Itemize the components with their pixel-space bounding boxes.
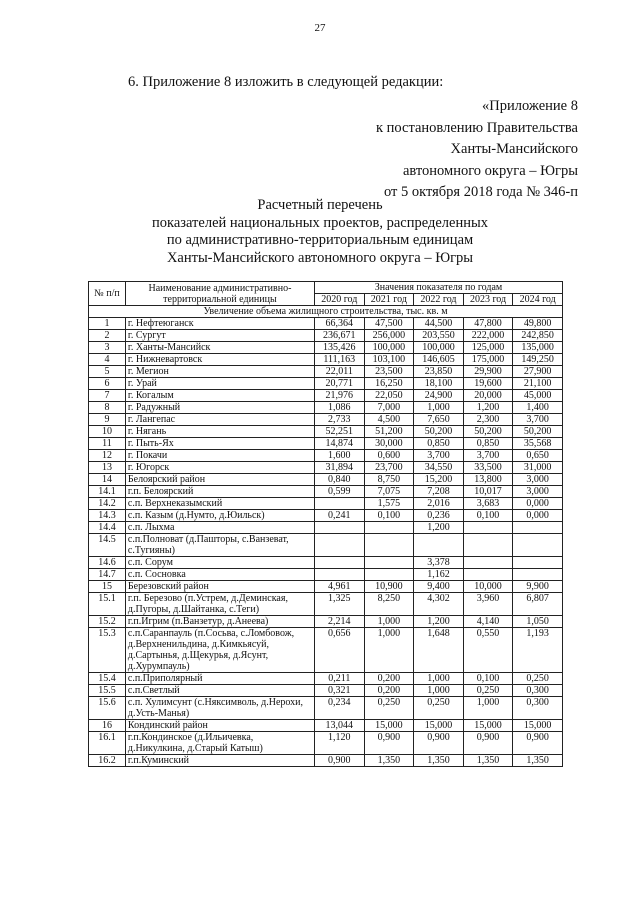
row-value-2024	[513, 569, 563, 581]
row-value-2023: 15,000	[463, 720, 513, 732]
row-value-2022: 15,200	[414, 474, 464, 486]
row-territory-name: с.п. Верхнеказымский	[125, 498, 314, 510]
row-number: 16.2	[89, 755, 126, 767]
table-row	[89, 569, 563, 581]
table-row	[89, 593, 563, 616]
row-value-2022: 1,200	[414, 616, 464, 628]
row-value-2022: 3,378	[414, 557, 464, 569]
row-number: 14.4	[89, 522, 126, 534]
row-value-2023: 0,900	[463, 732, 513, 755]
title-line: показателей национальных проектов, распределенных	[152, 214, 488, 231]
row-value-2020: 0,241	[315, 510, 365, 522]
row-value-2021: 8,250	[364, 593, 414, 616]
table-row	[89, 522, 563, 534]
row-territory-name: г.п.Кондинское (д.Ильичевка, д.Никулкина, д.Старый Катыш)	[125, 732, 314, 755]
row-value-2020: 1,600	[315, 450, 365, 462]
row-value-2023: 175,000	[463, 354, 513, 366]
row-value-2021: 100,000	[364, 342, 414, 354]
annex-reference	[376, 96, 578, 204]
table-row	[89, 697, 563, 720]
row-value-2023: 19,600	[463, 378, 513, 390]
row-number: 9	[89, 414, 126, 426]
row-number: 15.6	[89, 697, 126, 720]
row-value-2020: 21,976	[315, 390, 365, 402]
row-value-2022: 9,400	[414, 581, 464, 593]
row-value-2023: 0,250	[463, 685, 513, 697]
row-value-2023: 2,300	[463, 414, 513, 426]
row-number: 4	[89, 354, 126, 366]
row-value-2023	[463, 569, 513, 581]
row-value-2022: 1,162	[414, 569, 464, 581]
row-value-2023: 0,550	[463, 628, 513, 673]
page-number: 27	[314, 22, 326, 34]
row-value-2024: 15,000	[513, 720, 563, 732]
row-value-2020: 0,211	[315, 673, 365, 685]
row-value-2023: 3,683	[463, 498, 513, 510]
row-territory-name: Березовский район	[125, 581, 314, 593]
row-territory-name: г. Лангепас	[125, 414, 314, 426]
header-values-group: Значения показателя по годам	[315, 282, 563, 294]
row-number: 15.3	[89, 628, 126, 673]
row-value-2024: 0,000	[513, 510, 563, 522]
row-value-2024: 3,000	[513, 486, 563, 498]
table-row	[89, 486, 563, 498]
row-value-2021: 0,250	[364, 697, 414, 720]
row-value-2024: 35,568	[513, 438, 563, 450]
row-value-2020: 31,894	[315, 462, 365, 474]
row-value-2024: 1,193	[513, 628, 563, 673]
row-value-2024: 242,850	[513, 330, 563, 342]
row-value-2022: 34,550	[414, 462, 464, 474]
row-value-2024: 9,900	[513, 581, 563, 593]
row-value-2024: 0,650	[513, 450, 563, 462]
row-value-2020	[315, 534, 365, 557]
row-territory-name: г. Когалым	[125, 390, 314, 402]
row-number: 14	[89, 474, 126, 486]
row-value-2022: 100,000	[414, 342, 464, 354]
row-value-2023	[463, 522, 513, 534]
row-value-2022: 15,000	[414, 720, 464, 732]
row-value-2020: 2,733	[315, 414, 365, 426]
row-number: 15.4	[89, 673, 126, 685]
row-territory-name: г. Урай	[125, 378, 314, 390]
title-line: по административно-территориальным единицам	[166, 232, 474, 248]
row-number: 10	[89, 426, 126, 438]
table-row	[89, 342, 563, 354]
row-value-2022: 24,900	[414, 390, 464, 402]
row-territory-name: с.п. Хулимсунт (с.Няксимволь, д.Нерохи, д.Усть-Манья)	[125, 697, 314, 720]
row-territory-name: г. Нягань	[125, 426, 314, 438]
row-value-2024: 149,250	[513, 354, 563, 366]
row-value-2021: 256,000	[364, 330, 414, 342]
row-value-2022: 1,000	[414, 685, 464, 697]
row-value-2021: 0,100	[364, 510, 414, 522]
row-number: 16.1	[89, 732, 126, 755]
table-row	[89, 581, 563, 593]
row-territory-name: г.п. Белоярский	[125, 486, 314, 498]
row-value-2021	[364, 569, 414, 581]
header-year: 2020 год	[315, 294, 365, 306]
row-value-2020: 0,599	[315, 486, 365, 498]
row-value-2024: 6,807	[513, 593, 563, 616]
table-row	[89, 557, 563, 569]
row-value-2023: 33,500	[463, 462, 513, 474]
row-value-2023: 4,140	[463, 616, 513, 628]
row-value-2024: 1,050	[513, 616, 563, 628]
row-value-2024: 1,350	[513, 755, 563, 767]
row-value-2021: 8,750	[364, 474, 414, 486]
row-value-2021: 47,500	[364, 318, 414, 330]
row-number: 5	[89, 366, 126, 378]
row-territory-name: с.п. Сосновка	[125, 569, 314, 581]
row-value-2022: 50,200	[414, 426, 464, 438]
row-value-2024: 27,900	[513, 366, 563, 378]
row-value-2020: 1,120	[315, 732, 365, 755]
row-value-2020: 0,900	[315, 755, 365, 767]
header-year: 2022 год	[414, 294, 464, 306]
row-number: 14.5	[89, 534, 126, 557]
title-line: Ханты-Мансийского автономного округа – Югры	[166, 249, 474, 266]
row-value-2024: 31,000	[513, 462, 563, 474]
row-value-2023: 29,900	[463, 366, 513, 378]
row-value-2021: 1,350	[364, 755, 414, 767]
row-value-2022: 203,550	[414, 330, 464, 342]
row-value-2021: 16,250	[364, 378, 414, 390]
row-territory-name: г.п.Игрим (п.Ванзетур, д.Анеева)	[125, 616, 314, 628]
row-value-2022: 2,016	[414, 498, 464, 510]
row-value-2024: 135,000	[513, 342, 563, 354]
row-value-2021: 0,600	[364, 450, 414, 462]
table-row	[89, 673, 563, 685]
row-number: 14.2	[89, 498, 126, 510]
row-territory-name: г. Пыть-Ях	[125, 438, 314, 450]
row-number: 14.6	[89, 557, 126, 569]
row-value-2023: 50,200	[463, 426, 513, 438]
row-value-2020: 0,840	[315, 474, 365, 486]
row-value-2022: 0,850	[414, 438, 464, 450]
table-body	[89, 306, 563, 767]
row-value-2024: 3,000	[513, 474, 563, 486]
row-value-2020	[315, 569, 365, 581]
intro-paragraph: 6. Приложение 8 изложить в следующей редакции:	[128, 74, 444, 90]
table-row	[89, 390, 563, 402]
row-value-2021: 51,200	[364, 426, 414, 438]
row-value-2021: 0,200	[364, 685, 414, 697]
row-value-2022: 18,100	[414, 378, 464, 390]
row-value-2020: 14,874	[315, 438, 365, 450]
document-title	[0, 197, 640, 267]
row-number: 3	[89, 342, 126, 354]
table-row	[89, 732, 563, 755]
row-value-2020: 1,325	[315, 593, 365, 616]
row-value-2024: 50,200	[513, 426, 563, 438]
header-year: 2021 год	[364, 294, 414, 306]
row-territory-name: Кондинский район	[125, 720, 314, 732]
row-value-2020	[315, 557, 365, 569]
row-value-2023: 3,960	[463, 593, 513, 616]
annex-line: автономного округа – Югры	[402, 162, 578, 179]
table-row	[89, 628, 563, 673]
row-value-2024: 21,100	[513, 378, 563, 390]
row-value-2020: 0,234	[315, 697, 365, 720]
row-value-2021: 1,000	[364, 628, 414, 673]
row-value-2021: 0,900	[364, 732, 414, 755]
row-value-2020: 135,426	[315, 342, 365, 354]
table-row	[89, 438, 563, 450]
row-value-2023: 10,017	[463, 486, 513, 498]
row-value-2020: 20,771	[315, 378, 365, 390]
header-num: № п/п	[89, 282, 126, 306]
row-territory-name: с.п.Светлый	[125, 685, 314, 697]
row-number: 14.1	[89, 486, 126, 498]
table-row	[89, 474, 563, 486]
row-value-2021: 15,000	[364, 720, 414, 732]
row-value-2020: 111,163	[315, 354, 365, 366]
row-value-2024: 3,700	[513, 414, 563, 426]
annex-line: «Приложение 8	[482, 98, 578, 114]
row-territory-name: Белоярский район	[125, 474, 314, 486]
row-value-2020	[315, 522, 365, 534]
row-value-2023: 1,000	[463, 697, 513, 720]
row-value-2024: 0,000	[513, 498, 563, 510]
row-territory-name: г.п. Березово (п.Устрем, д.Деминская, д.Пугоры, д.Шайтанка, с.Теги)	[125, 593, 314, 616]
table-row	[89, 450, 563, 462]
row-territory-name: г. Сургут	[125, 330, 314, 342]
row-territory-name: с.п. Лыхма	[125, 522, 314, 534]
row-value-2024	[513, 522, 563, 534]
row-number: 12	[89, 450, 126, 462]
indicators-table	[88, 281, 563, 767]
row-value-2021	[364, 534, 414, 557]
row-value-2020	[315, 498, 365, 510]
row-value-2020: 13,044	[315, 720, 365, 732]
row-value-2022: 1,648	[414, 628, 464, 673]
row-territory-name: г. Югорск	[125, 462, 314, 474]
row-value-2023: 0,100	[463, 673, 513, 685]
row-territory-name: г. Нижневартовск	[125, 354, 314, 366]
row-value-2022: 7,208	[414, 486, 464, 498]
row-number: 8	[89, 402, 126, 414]
row-value-2020: 66,364	[315, 318, 365, 330]
row-value-2024: 45,000	[513, 390, 563, 402]
row-value-2021: 22,050	[364, 390, 414, 402]
table-row	[89, 685, 563, 697]
row-territory-name: г. Нефтеюганск	[125, 318, 314, 330]
row-value-2022: 0,236	[414, 510, 464, 522]
row-value-2023: 47,800	[463, 318, 513, 330]
table-row	[89, 498, 563, 510]
row-value-2023: 1,350	[463, 755, 513, 767]
row-territory-name: г. Ханты-Мансийск	[125, 342, 314, 354]
header-year: 2024 год	[513, 294, 563, 306]
row-territory-name: с.п.Полноват (д.Пашторы, с.Ванзеват, с.Тугияны)	[125, 534, 314, 557]
row-number: 15.2	[89, 616, 126, 628]
row-value-2022: 23,850	[414, 366, 464, 378]
table-row	[89, 510, 563, 522]
row-territory-name: г.п.Куминский	[125, 755, 314, 767]
row-value-2024: 49,800	[513, 318, 563, 330]
table-row	[89, 378, 563, 390]
row-territory-name: с.п. Казым (д.Нумто, д.Юильск)	[125, 510, 314, 522]
row-value-2021: 7,000	[364, 402, 414, 414]
table-row	[89, 462, 563, 474]
row-territory-name: г. Радужный	[125, 402, 314, 414]
row-value-2024	[513, 557, 563, 569]
row-value-2021: 10,900	[364, 581, 414, 593]
row-value-2020: 0,321	[315, 685, 365, 697]
row-number: 11	[89, 438, 126, 450]
row-value-2023: 125,000	[463, 342, 513, 354]
row-value-2023: 222,000	[463, 330, 513, 342]
table-row	[89, 354, 563, 366]
table-row	[89, 534, 563, 557]
row-number: 15.5	[89, 685, 126, 697]
row-territory-name: с.п.Саранпауль (п.Сосьва, с.Ломбовож, д.Верхненильдина, д.Кимкьясуй, д.Сартынья, д.Щекурья, д.Ясунт, д.Хурумпауль)	[125, 628, 314, 673]
row-value-2024: 0,250	[513, 673, 563, 685]
annex-line: Ханты-Мансийского	[450, 141, 578, 157]
row-value-2021: 0,200	[364, 673, 414, 685]
row-value-2021: 4,500	[364, 414, 414, 426]
row-value-2024: 0,300	[513, 685, 563, 697]
row-value-2023: 10,000	[463, 581, 513, 593]
row-value-2022: 7,650	[414, 414, 464, 426]
row-value-2023: 20,000	[463, 390, 513, 402]
row-number: 15	[89, 581, 126, 593]
header-year: 2023 год	[463, 294, 513, 306]
table-row	[89, 755, 563, 767]
annex-line: к постановлению Правительства	[376, 119, 578, 136]
row-territory-name: с.п.Приполярный	[125, 673, 314, 685]
row-number: 14.7	[89, 569, 126, 581]
row-territory-name: г. Покачи	[125, 450, 314, 462]
row-value-2022: 1,200	[414, 522, 464, 534]
row-value-2023	[463, 557, 513, 569]
row-value-2022: 44,500	[414, 318, 464, 330]
row-value-2024	[513, 534, 563, 557]
row-value-2022	[414, 534, 464, 557]
row-number: 6	[89, 378, 126, 390]
row-value-2023: 1,200	[463, 402, 513, 414]
section-title: Увеличение объема жилищного строительства, тыс. кв. м	[89, 306, 563, 318]
row-value-2024: 0,300	[513, 697, 563, 720]
table-row	[89, 330, 563, 342]
row-value-2021: 23,500	[364, 366, 414, 378]
row-value-2024: 1,400	[513, 402, 563, 414]
row-number: 2	[89, 330, 126, 342]
row-value-2020: 236,671	[315, 330, 365, 342]
row-value-2022: 1,000	[414, 402, 464, 414]
row-value-2020: 2,214	[315, 616, 365, 628]
title-line: Расчетный перечень	[257, 197, 383, 213]
row-number: 16	[89, 720, 126, 732]
row-value-2020: 1,086	[315, 402, 365, 414]
row-value-2023: 0,100	[463, 510, 513, 522]
row-value-2021: 1,000	[364, 616, 414, 628]
row-territory-name: г. Мегион	[125, 366, 314, 378]
row-value-2020: 52,251	[315, 426, 365, 438]
row-value-2020: 22,011	[315, 366, 365, 378]
row-value-2024: 0,900	[513, 732, 563, 755]
row-value-2020: 4,961	[315, 581, 365, 593]
row-value-2021	[364, 557, 414, 569]
row-value-2022: 3,700	[414, 450, 464, 462]
row-value-2021: 30,000	[364, 438, 414, 450]
row-value-2021	[364, 522, 414, 534]
row-value-2021: 7,075	[364, 486, 414, 498]
row-value-2020: 0,656	[315, 628, 365, 673]
table-row	[89, 318, 563, 330]
annex-line: от 5 октября 2018 года № 346-п	[383, 184, 578, 200]
header-name: Наименование административно-территориальной единицы	[125, 282, 314, 306]
row-number: 13	[89, 462, 126, 474]
row-value-2021: 23,700	[364, 462, 414, 474]
table-row	[89, 366, 563, 378]
row-value-2022: 0,250	[414, 697, 464, 720]
row-number: 14.3	[89, 510, 126, 522]
row-value-2023: 3,700	[463, 450, 513, 462]
row-value-2022: 1,350	[414, 755, 464, 767]
table-row	[89, 720, 563, 732]
table-row	[89, 616, 563, 628]
table-row	[89, 426, 563, 438]
row-value-2021: 103,100	[364, 354, 414, 366]
row-value-2023	[463, 534, 513, 557]
row-number: 1	[89, 318, 126, 330]
row-number: 15.1	[89, 593, 126, 616]
row-number: 7	[89, 390, 126, 402]
table-row	[89, 414, 563, 426]
row-value-2022: 4,302	[414, 593, 464, 616]
row-value-2023: 13,800	[463, 474, 513, 486]
table-row	[89, 402, 563, 414]
row-territory-name: с.п. Сорум	[125, 557, 314, 569]
row-value-2023: 0,850	[463, 438, 513, 450]
row-value-2022: 1,000	[414, 673, 464, 685]
row-value-2021: 1,575	[364, 498, 414, 510]
row-value-2022: 0,900	[414, 732, 464, 755]
row-value-2022: 146,605	[414, 354, 464, 366]
